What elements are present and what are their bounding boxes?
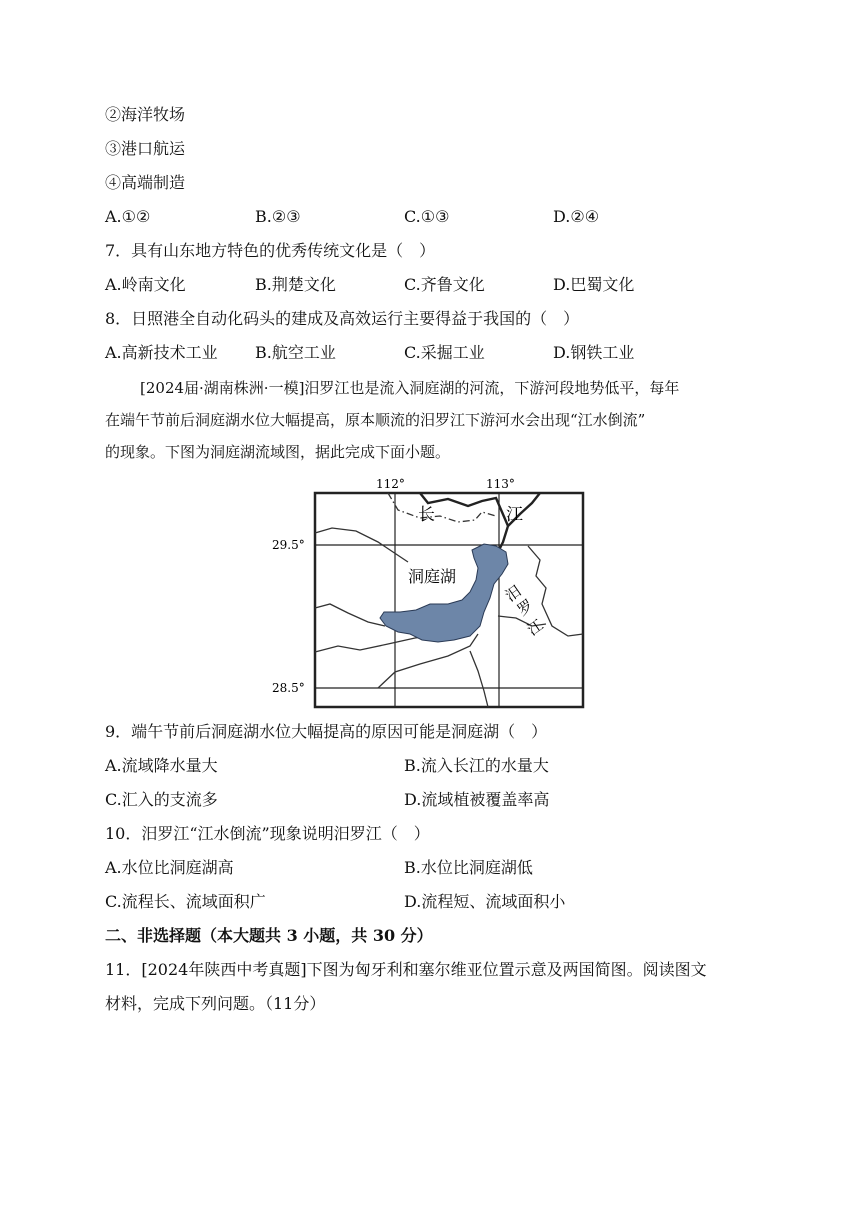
list-item: ④高端制造	[105, 173, 186, 192]
option-b: B.流入长江的水量大	[404, 756, 549, 775]
question-7-stem: 7．具有山东地方特色的优秀传统文化是（ ）	[105, 241, 436, 260]
longitude-label: 112°	[376, 477, 405, 491]
latitude-label: 28.5°	[272, 681, 305, 695]
section-heading: 二、非选择题（本大题共 3 小题，共 30 分）	[105, 926, 433, 945]
option-d: D.②④	[553, 207, 600, 226]
miluo-label: 罗	[513, 595, 537, 620]
list-item: ②海洋牧场	[105, 105, 186, 124]
option-a: A.①②	[105, 207, 151, 226]
province-boundary	[388, 493, 496, 522]
question-11-stem: 11．[2024年陕西中考真题]下图为匈牙利和塞尔维亚位置示意及两国简图。阅读图文	[105, 960, 707, 979]
option-b: B.荆楚文化	[255, 275, 336, 294]
option-c: C.流程长、流域面积广	[105, 892, 266, 911]
river	[378, 634, 478, 688]
question-9-stem: 9．端午节前后洞庭湖水位大幅提高的原因可能是洞庭湖（ ）	[105, 722, 548, 741]
longitude-label: 113°	[486, 477, 515, 491]
miluo-label: 汨	[501, 581, 525, 606]
question-10-stem: 10．汨罗江“江水倒流”现象说明汨罗江（ ）	[105, 824, 430, 843]
option-c: C.采掘工业	[404, 343, 485, 362]
option-a: A.流域降水量大	[105, 756, 218, 775]
option-d: D.流程短、流域面积小	[404, 892, 566, 911]
option-d: D.钢铁工业	[553, 343, 635, 362]
option-a: A.岭南文化	[105, 275, 186, 294]
option-b: B.②③	[255, 207, 301, 226]
river	[470, 651, 488, 707]
option-a: A.高新技术工业	[105, 343, 218, 362]
yangtze-label: 江	[506, 505, 523, 525]
latitude-label: 29.5°	[272, 538, 305, 552]
option-c: C.①③	[404, 207, 450, 226]
option-c: C.齐鲁文化	[404, 275, 485, 294]
question-11-stem: 材料，完成下列问题。（11分）	[105, 994, 326, 1013]
option-c: C.汇入的支流多	[105, 790, 218, 809]
option-a: A.水位比洞庭湖高	[105, 858, 234, 877]
list-item: ③港口航运	[105, 139, 186, 158]
intro-line: 在端午节前后洞庭湖水位大幅提高，原本顺流的汨罗江下游河水会出现“江水倒流”	[105, 411, 646, 429]
intro-line: [2024届·湖南株洲·一模]汨罗江也是流入洞庭湖的河流，下游河段地势低平，每年	[140, 379, 680, 397]
option-b: B.航空工业	[255, 343, 336, 362]
miluo-label: 江	[523, 615, 547, 640]
river	[315, 604, 385, 626]
option-d: D.流域植被覆盖率高	[404, 790, 550, 809]
dongting-lake	[380, 544, 508, 642]
dongting-lake-map	[270, 476, 590, 711]
option-d: D.巴蜀文化	[553, 275, 635, 294]
intro-line: 的现象。下图为洞庭湖流域图，据此完成下面小题。	[105, 443, 451, 461]
option-b: B.水位比洞庭湖低	[404, 858, 533, 877]
question-8-stem: 8．日照港全自动化码头的建成及高效运行主要得益于我国的（ ）	[105, 309, 580, 328]
lake-label: 洞庭湖	[408, 567, 457, 586]
yangtze-label: 长	[418, 505, 435, 525]
